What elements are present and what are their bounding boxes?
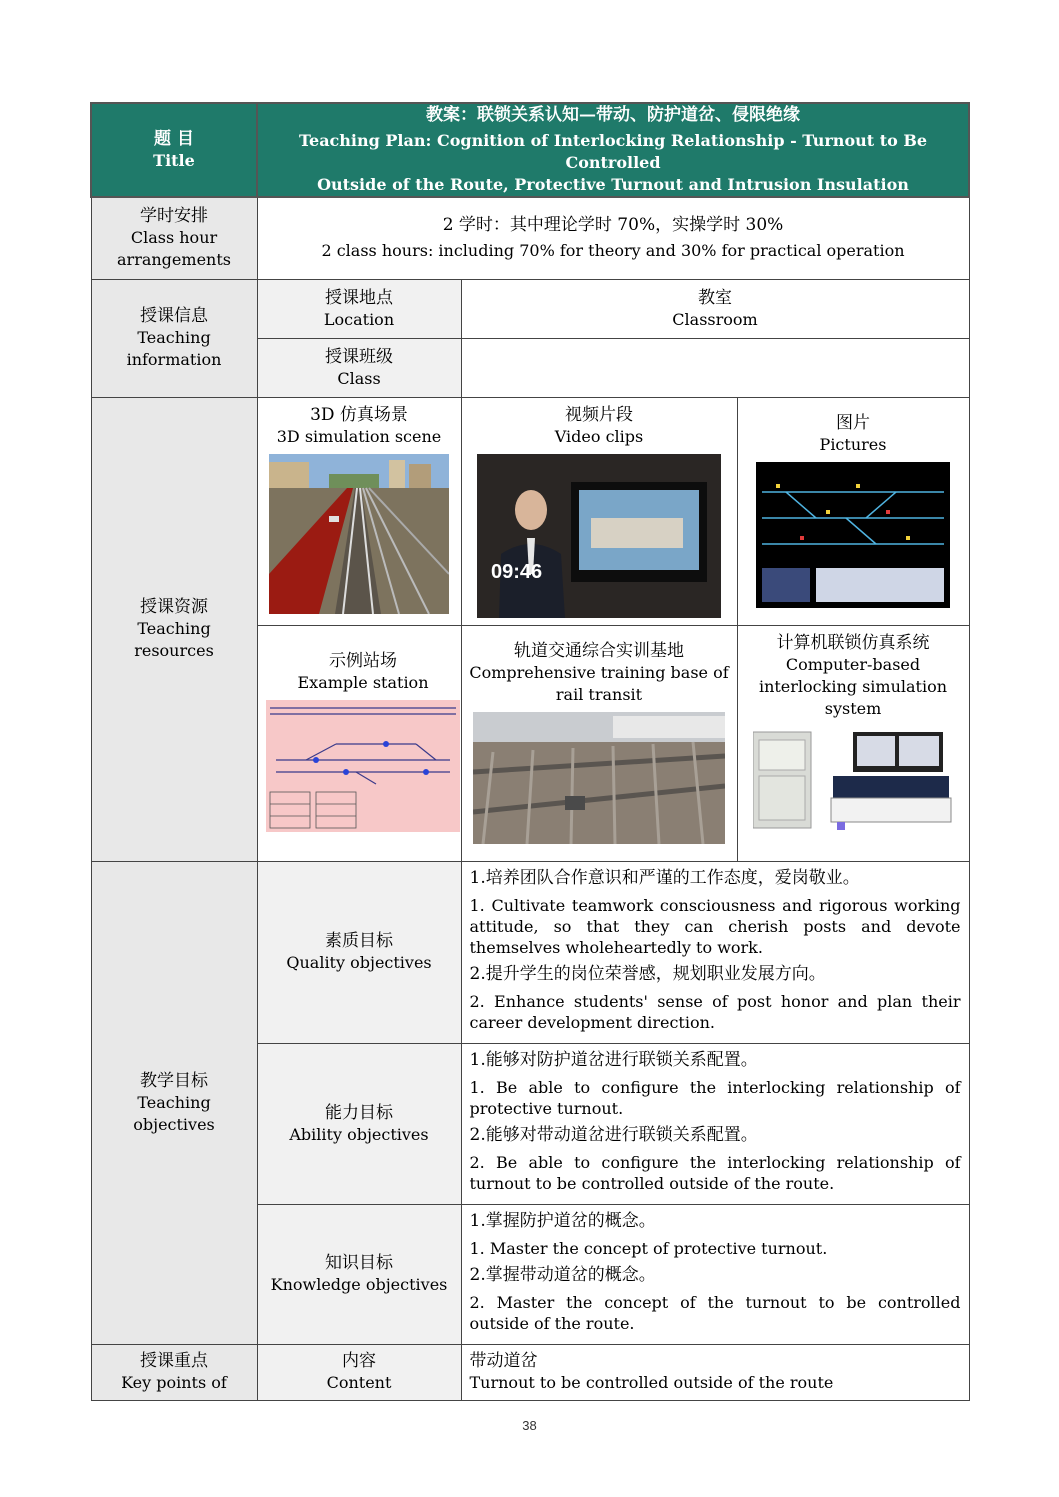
resources-label-zh: 授课资源 — [140, 597, 208, 617]
class-hours-row — [91, 197, 969, 279]
class-hours-value-cell — [257, 197, 969, 279]
teaching-info-label-en1: Teaching — [137, 328, 211, 347]
ability-line-2-en: 2. Be able to configure the interlocking relationship of turnout to be controlled outside of the route. — [469, 1152, 961, 1193]
quality-line-2-en: 2. Enhance students' sense of post honor and plan their career development direction. — [469, 991, 961, 1032]
resource-station-title-zh: 示例站场 — [329, 650, 397, 671]
location-value-en: Classroom — [672, 309, 758, 329]
resource-3d-scene — [257, 397, 461, 625]
key-points-label-cell — [91, 1344, 257, 1400]
resource-video — [461, 397, 737, 625]
objectives-label-cell — [91, 861, 257, 1344]
objectives-label-zh: 教学目标 — [140, 1070, 208, 1091]
video-timestamp: 09:46 — [491, 560, 543, 583]
resource-simulation-system — [737, 625, 969, 861]
quality-line-2-zh: 2.提升学生的岗位荣誉感，规划职业发展方向。 — [469, 963, 826, 984]
resources-row-1 — [91, 397, 969, 625]
resource-base-title-en1: Comprehensive training base of — [469, 662, 729, 682]
resource-pictures-title-en: Pictures — [819, 434, 887, 454]
knowledge-line-1-en: 1. Master the concept of protective turnout. — [469, 1238, 828, 1258]
resource-system-title-en2: interlocking simulation — [758, 676, 948, 696]
teaching-info-label-zh: 授课信息 — [140, 306, 208, 326]
resource-system-title-zh: 计算机联锁仿真系统 — [776, 632, 930, 653]
class-hours-label-cell — [91, 197, 257, 279]
location-value-zh: 教室 — [698, 287, 732, 308]
resource-system-title-en1: Computer-based — [785, 654, 921, 674]
title-row — [91, 103, 969, 197]
lesson-plan-table — [90, 102, 970, 1401]
title-en-line1: Teaching Plan: Cognition of Interlocking Relationship - Turnout to Be Controlled — [298, 131, 928, 172]
content-label-zh: 内容 — [342, 1351, 376, 1371]
location-row — [91, 279, 969, 338]
quality-objectives-text — [461, 861, 969, 1043]
resource-3d-title-en: 3D simulation scene — [276, 426, 442, 446]
knowledge-objectives-text — [461, 1204, 969, 1344]
location-value-cell — [461, 279, 969, 338]
resource-pictures-title-zh: 图片 — [836, 412, 870, 433]
ability-line-1-zh: 1.能够对防护道岔进行联锁关系配置。 — [469, 1049, 758, 1070]
ability-label-zh: 能力目标 — [325, 1102, 393, 1123]
class-label-zh: 授课班级 — [325, 346, 393, 367]
quality-objectives-row — [91, 861, 969, 1043]
content-label-en: Content — [326, 1373, 392, 1392]
quality-label-zh: 素质目标 — [325, 931, 393, 951]
title-value-cell — [257, 103, 969, 197]
knowledge-label-zh: 知识目标 — [325, 1253, 393, 1273]
video-clip-image[interactable] — [477, 454, 721, 618]
objectives-label-en2: objectives — [133, 1114, 215, 1134]
training-base-image — [473, 712, 725, 844]
class-value-cell — [461, 338, 969, 397]
title-en-line2: Outside of the Route, Protective Turnout and Intrusion Insulation — [317, 175, 909, 194]
quality-label-cell — [257, 861, 461, 1043]
resource-video-title-en: Video clips — [554, 426, 644, 446]
quality-label-en: Quality objectives — [286, 953, 432, 972]
knowledge-line-2-en: 2. Master the concept of the turnout to be controlled outside of the route. — [469, 1292, 961, 1333]
ability-objectives-text — [461, 1043, 969, 1204]
knowledge-label-en: Knowledge objectives — [270, 1275, 448, 1294]
ability-line-1-en: 1. Be able to configure the interlocking relationship of protective turnout. — [469, 1077, 961, 1118]
title-zh: 教案：联锁关系认知—带动、防护道岔、侵限绝缘 — [426, 105, 800, 125]
knowledge-line-2-zh: 2.掌握带动道岔的概念。 — [469, 1264, 656, 1285]
teaching-info-label-en2: information — [126, 350, 222, 369]
objectives-label-en1: Teaching — [137, 1092, 211, 1112]
class-hours-value-zh: 2 学时：其中理论学时 70%，实操学时 30% — [442, 215, 784, 236]
key-points-label-en: Key points of — [121, 1373, 227, 1392]
quality-line-1-en: 1. Cultivate teamwork consciousness and rigorous working attitude, so that they can cherish posts and devote themselves wholeheartedly to work. — [469, 895, 961, 957]
key-points-label-zh: 授课重点 — [140, 1351, 208, 1371]
resource-system-title-en3: system — [824, 698, 882, 718]
key-points-value-en: Turnout to be controlled outside of the route — [469, 1373, 834, 1392]
resource-example-station — [257, 625, 461, 861]
resource-base-title-en2: rail transit — [555, 684, 643, 704]
class-label-en: Class — [337, 368, 381, 388]
resource-3d-title-zh: 3D 仿真场景 — [310, 404, 408, 425]
title-label-en: Title — [153, 151, 195, 170]
key-points-value-cell — [461, 1344, 969, 1400]
class-hours-label-en2: arrangements — [117, 250, 231, 270]
title-label-cell — [91, 103, 257, 197]
title-label-zh: 题 目 — [154, 129, 194, 149]
knowledge-label-cell — [257, 1204, 461, 1344]
page-number: 38 — [522, 1418, 537, 1433]
class-label-cell — [257, 338, 461, 397]
teaching-info-label-cell — [91, 279, 257, 397]
resources-label-cell — [91, 397, 257, 861]
knowledge-line-1-zh: 1.掌握防护道岔的概念。 — [469, 1210, 656, 1231]
resource-video-title-zh: 视频片段 — [565, 404, 633, 425]
location-label-cell — [257, 279, 461, 338]
class-hours-label-en1: Class hour — [130, 228, 218, 248]
location-label-en: Location — [323, 309, 395, 329]
resource-station-title-en: Example station — [297, 672, 429, 692]
resource-training-base — [461, 625, 737, 861]
example-station-image — [266, 700, 460, 832]
interlocking-screen-image — [756, 462, 950, 608]
quality-line-1-zh: 1.培养团队合作意识和严谨的工作态度，爱岗敬业。 — [469, 867, 860, 888]
simulation-system-image — [753, 726, 953, 830]
resource-pictures — [737, 397, 969, 625]
3d-simulation-image — [269, 454, 449, 614]
location-label-zh: 授课地点 — [325, 287, 393, 308]
content-label-cell — [257, 1344, 461, 1400]
ability-label-en: Ability objectives — [289, 1124, 429, 1144]
key-points-value-zh: 带动道岔 — [469, 1351, 538, 1371]
resource-base-title-zh: 轨道交通综合实训基地 — [514, 640, 684, 661]
resources-label-en: Teaching resources — [134, 619, 214, 660]
class-hours-label-zh: 学时安排 — [140, 206, 208, 227]
class-hours-value-en: 2 class hours: including 70% for theory and 30% for practical operation — [321, 241, 905, 261]
ability-line-2-zh: 2.能够对带动道岔进行联锁关系配置。 — [469, 1124, 758, 1145]
key-points-row — [91, 1344, 969, 1400]
ability-label-cell — [257, 1043, 461, 1204]
